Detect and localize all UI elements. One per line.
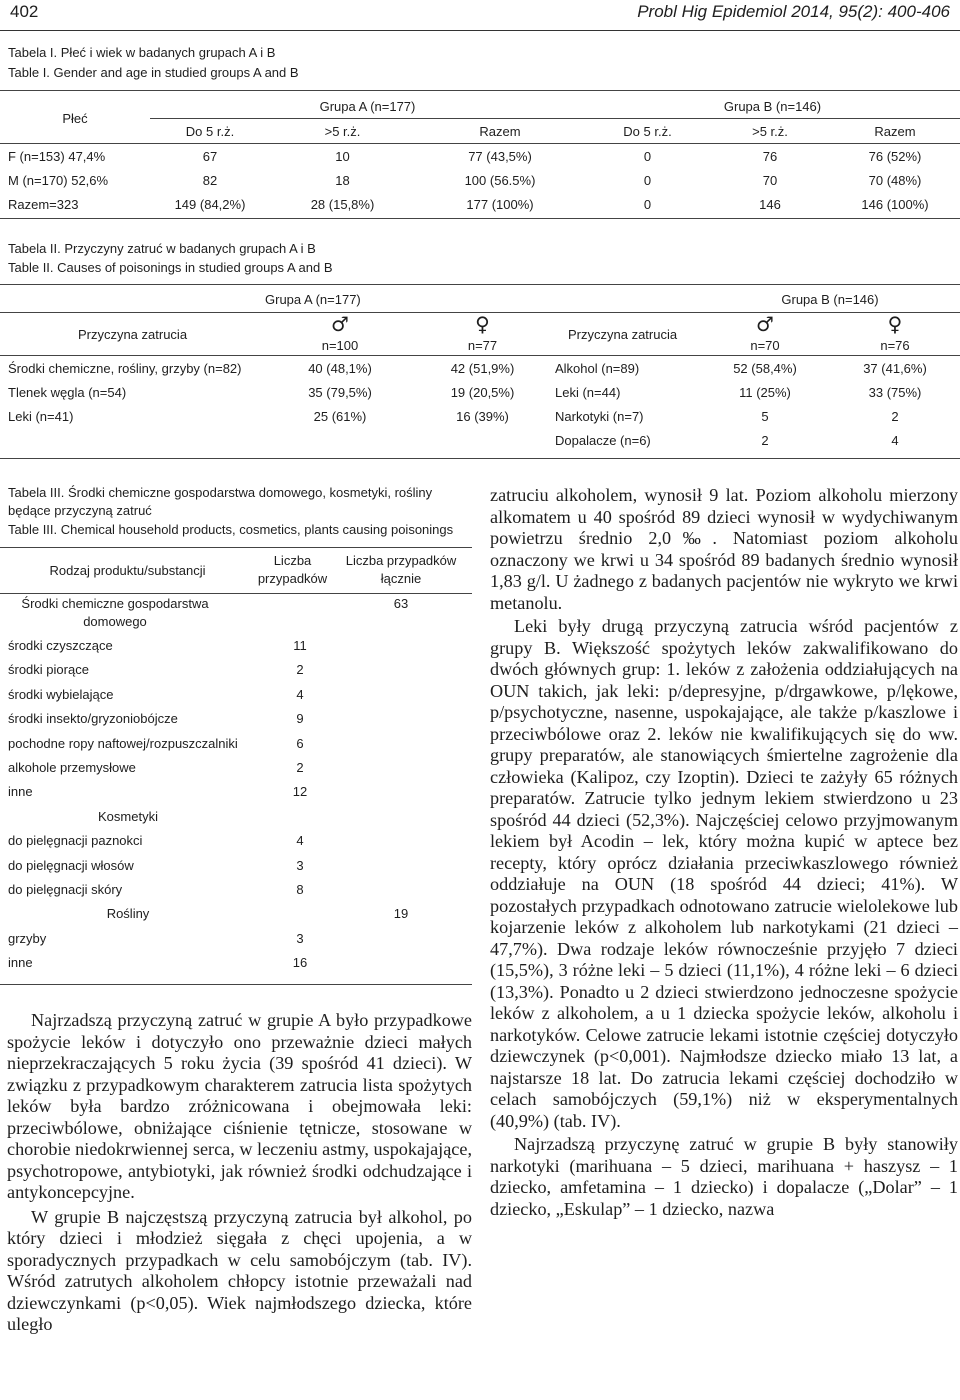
table3-caption-en: Table III. Chemical household products, cosmetics, plants causing poisonings (8, 522, 454, 537)
table-row (0, 192, 960, 216)
table-row (0, 380, 960, 404)
table3-section-label: Rośliny (106, 906, 150, 922)
table1-cell: 100 (56.5%) (464, 172, 536, 188)
table3-item-label: do pielęgnacji włosów (8, 857, 134, 873)
table1-cell: 177 (100%) (466, 196, 534, 212)
table2-cell: 25 (61%) (313, 408, 367, 424)
table2-cell (0, 428, 265, 452)
table3-item-count: 9 (296, 711, 304, 727)
page-number: 402 (10, 2, 39, 21)
table2-cell: Alkohol (n=89) (550, 356, 700, 381)
table2-cell: Leki (n=44) (555, 384, 621, 400)
table1-cell: 67 (150, 144, 270, 169)
table3-section-household-total: 63 (393, 596, 409, 611)
male-icon: ♂ (331, 312, 349, 336)
table3-col3-header-2: łącznie (380, 571, 422, 586)
journal-reference: Probl Hig Epidemiol 2014, 95(2): 400-406 (637, 2, 950, 21)
table3-item-label: do pielęgnacji skóry (8, 882, 123, 897)
table2-cell: Środki chemiczne, rośliny, grzyby (n=82) (0, 356, 265, 381)
header-rule (0, 30, 960, 31)
table2-bottom-rule (0, 458, 960, 459)
table1-cell: 0 (585, 144, 710, 169)
female-icon: ♀ (475, 312, 490, 336)
table2-cell: Leki (n=41) (8, 408, 74, 424)
table2-a-male-n: n=100 (321, 337, 359, 353)
table3-col2-header-1: Liczba (273, 553, 312, 568)
table1-cell: 70 (762, 172, 778, 188)
table1-subheader: >5 r.ż. (710, 119, 830, 144)
table3-caption-pl-2: będące przyczyną zatruć (8, 503, 152, 518)
table3-section-household-2: domowego (83, 614, 147, 629)
table3-col2-header-2: przypadków (257, 571, 328, 586)
table2-cell: 5 (761, 408, 769, 424)
left-column-text (7, 1008, 472, 1336)
table2-cell: 33 (75%) (868, 384, 922, 400)
table-row (0, 168, 960, 192)
table2-cell: 42 (51,9%) (415, 356, 550, 381)
paragraph: W grupie B najczęstszą przyczyną zatrucia był alkohol, po który dzieci i młodzież sięgała z chęci upojenia, a w sporadycznych przypadkach w celu samobójczym (tab. IV). Wśród zatrutych alkoholem chłopcy istotnie przeważali nad dziewczynkami (p<0,05). Wiek najmłodszego dziecka, które uległo (7, 1206, 472, 1334)
table3-caption-pl: Tabela III. Środki chemiczne gospodarstwa domowego, kosmetyki, rośliny (8, 485, 433, 500)
table3-item-count: 16 (292, 955, 308, 971)
table1-group-b: Grupa B (n=146) (723, 98, 822, 114)
table1-subheader: Razem (830, 119, 960, 144)
table1-cell: 10 (270, 144, 415, 169)
table3-item-label: pochodne ropy naftowej/rozpuszczalniki (8, 735, 238, 751)
paragraph: Najrzadszą przyczyną zatruć w grupie A było przypadkowe spożycie leków i dotyczyło ono przeważnie dzieci małych nieprzekraczających 5 roku życia (39 spośród 41 dzieci). W związku z przypadkowym charakterem zatrucia lista spożytych leków była bardzo zróżnicowana i obejmowała leki: przeciwbólowe, obniżające ciśnienie tętnicze, stosowane w chorobie niedokrwiennej serca, w leczeniu astmy, uspokajające, psychotropowe, antybiotyki, jak również środki odchudzające i antykoncepcyjne. (7, 1010, 472, 1202)
female-icon: ♀ (887, 312, 903, 336)
table-row (0, 356, 960, 381)
page-header (0, 0, 960, 30)
table2-b-female-n: n=76 (880, 337, 910, 353)
table1-cell: M (n=170) 52,6% (8, 172, 109, 188)
table1-cell: 146 (100%) (861, 196, 929, 212)
table2-cell: 35 (79,5%) (308, 384, 372, 400)
table3-item-count: 3 (296, 930, 304, 946)
table2-cell: 4 (891, 432, 899, 448)
table3-item-count: 12 (292, 784, 308, 800)
table3-item-label: inne (8, 955, 33, 971)
table2-cell (415, 428, 550, 452)
table1-cell: 76 (52%) (830, 144, 960, 169)
table3-col1-header: Rodzaj produktu/substancji (49, 563, 206, 578)
table2-cell: 52 (58,4%) (700, 356, 830, 381)
table3-item-label: środki czyszczące (8, 638, 113, 653)
table3-item-label: środki wybielające (8, 686, 114, 702)
table-row (0, 428, 960, 452)
table3-item-label: środki piorące (8, 662, 89, 678)
table1-bottom-rule (0, 218, 960, 219)
table2 (0, 286, 960, 452)
table2-cell: Tlenek węgla (n=54) (8, 384, 127, 400)
table3-item-label: grzyby (8, 930, 47, 946)
table2-cell: 37 (41,6%) (830, 356, 960, 381)
table2-group-a: Grupa A (n=177) (265, 291, 361, 307)
table3-item-label: alkohole przemysłowe (8, 760, 136, 775)
table3-item-count: 6 (296, 735, 304, 751)
table2-cell: Narkotyki (n=7) (555, 408, 644, 424)
table3-section-household: Środki chemiczne gospodarstwa (21, 596, 209, 611)
table1-cell: Razem=323 (8, 196, 79, 212)
table2-a-female-n: n=77 (467, 337, 498, 353)
table-row (0, 144, 960, 169)
table2-caption-pl: Tabela II. Przyczyny zatruć w badanych grupach A i B (8, 241, 316, 256)
table2-cause-label-a: Przyczyna zatrucia (0, 313, 265, 356)
table1-subheader: >5 r.ż. (270, 119, 415, 144)
table2-group-b: Grupa B (n=146) (781, 291, 879, 307)
paragraph: Najrzadszą przyczynę zatruć w grupie B były stanowiły narkotyki (marihuana – 5 dzieci, marihuana + haszysz – 1 dziecko, amfetamina – 1 dziecko) i dopalacze („Dolar” – 1 dziecko, „Eskulap” – 1 dziecko, nazwa (490, 1134, 958, 1219)
table3-item-count: 11 (293, 638, 307, 653)
table1-cell: 28 (15,8%) (310, 196, 375, 212)
table1-subheader: Do 5 r.ż. (150, 119, 270, 144)
table1-cell: 70 (48%) (868, 172, 922, 188)
table2-cell: 11 (25%) (739, 384, 791, 400)
table1-row-header: Płeć (62, 111, 88, 126)
table3-item-label: środki insekto/gryzoniobójcze (8, 711, 178, 727)
table1-cell: 0 (643, 196, 652, 212)
table3-item-count: 2 (296, 760, 304, 775)
table2-cell: 2 (761, 432, 769, 448)
table3-item-count: 4 (296, 833, 304, 849)
table2-cell: 16 (39%) (456, 408, 509, 424)
table3-item-label: inne (8, 784, 33, 800)
table2-b-male-n: n=70 (750, 337, 780, 353)
table1-subheader: Razem (415, 119, 585, 144)
right-column-text (490, 485, 958, 1220)
table1-cell: 82 (202, 172, 218, 188)
table3-item-count: 4 (296, 686, 304, 702)
table2-cell: 19 (20,5%) (450, 384, 515, 400)
table3-bottom-rule (0, 984, 472, 985)
table3-header-rule (0, 593, 472, 594)
table2-cell: 40 (48,1%) (265, 356, 415, 381)
paragraph: Leki były drugą przyczyną zatrucia wśród pacjentów z grupy B. Większość spożytych leków zakwalifikowano do dwóch głównych grup: 1. leków z założenia oddziałujących na OUN takich, jak leki: p/depresyjne, p/drgawkowe, p/lękowe, p/psychotyczne, nasenne, uspokajające, ale także p/kaszlowe i przeciwbólowe oraz 2. leków nie kwalifikujących się do ww. grupy preparatów, ale stanowiących śmiertelne zagrożenie dla człowieka (Kalipoz, czy Izoptin). Dzieci te zażyły 65 różnych preparatów. Zatrucie tylko jednym lekiem stwierdzono u 23 spośród 44 dzieci (52,3%). Najczęściej celowo przyjmowanym lekiem był Acodin – lek, który można kupić w aptece bez recepty, który oprócz działania przeciwkaszlowego również oddziałuje na OUN (18 spośród 44 dzieci; 41%). W pozostałych przypadkach odnotowano zatrucie wielolekowe lub kojarzenie leków z alkoholem lub narkotykami (21 dzieci – 47,7%). Dwa rodzaje leków równocześnie przyjęło 7 dzieci (15,5%), 3 różne leki – 5 dzieci (11,1%), 4 różne leki – 6 dzieci (13,3%). Ponadto u 2 dzieci stwierdzono jednoczesne spożycie leków z alkoholem, a u 1 dziecka spożycie leków, alkoholu i narkotyków. Celowe zatrucie lekami istotnie częściej dotyczyło dziewczynek (p<0,001). Najmłodsze dziecko miało 13 lat, a najstarsze 18 lat. Do zatrucia lekami częściej dochodziło w celach samobójczych (59,1%) niż w eksperymentalnych (40,9%) (tab. IV). (490, 616, 958, 1131)
table2-top-rule (0, 284, 960, 285)
table1-cell: 146 (759, 196, 781, 212)
table3-col3-header-1: Liczba przypadków (345, 553, 457, 568)
table1-cell: F (n=153) 47,4% (0, 144, 150, 169)
table1-cell: 0 (643, 172, 652, 188)
table1-caption-pl: Tabela I. Płeć i wiek w badanych grupach A i B (8, 45, 276, 60)
table1-cell: 77 (43,5%) (415, 144, 585, 169)
table3 (0, 548, 472, 978)
table1-cell: 76 (710, 144, 830, 169)
table2-cell: 2 (891, 408, 899, 424)
table3-item-count: 3 (296, 857, 304, 873)
table3-item-count: 2 (296, 662, 304, 678)
table1-subheader: Do 5 r.ż. (585, 119, 710, 144)
table1 (0, 94, 960, 216)
table-row (0, 404, 960, 428)
table3-item-label: do pielęgnacji paznokci (8, 833, 143, 849)
table2-cell: Dopalacze (n=6) (555, 432, 651, 448)
table3-item-count: 8 (296, 882, 304, 897)
table2-cell (265, 428, 415, 452)
table2-cause-label-b: Przyczyna zatrucia (550, 313, 700, 356)
table1-group-a: Grupa A (n=177) (319, 98, 416, 114)
table1-cell: 149 (84,2%) (174, 196, 246, 212)
paragraph: zatruciu alkoholem, wynosił 9 lat. Poziom alkoholu mierzony alkomatem u 40 spośród 89 dzieci wynosił w wydychiwanym powietrzu średnio 2,0‰. Natomiast poziom alkoholu oznaczony we krwi u 34 spośród 89 badanych średnio wynosił 1,83 g/l. U żadnego z badanych pacjentów nie wykryto we krwi metanolu. (490, 485, 958, 613)
table3-section-total: 19 (393, 906, 409, 922)
table1-caption-en: Table I. Gender and age in studied groups A and B (8, 65, 299, 80)
table2-caption-en: Table II. Causes of poisonings in studied groups A and B (8, 260, 333, 275)
male-icon: ♂ (756, 312, 774, 336)
table3-section-label: Kosmetyki (98, 808, 158, 824)
table1-cell: 18 (335, 172, 350, 188)
table1-top-rule (0, 90, 960, 91)
